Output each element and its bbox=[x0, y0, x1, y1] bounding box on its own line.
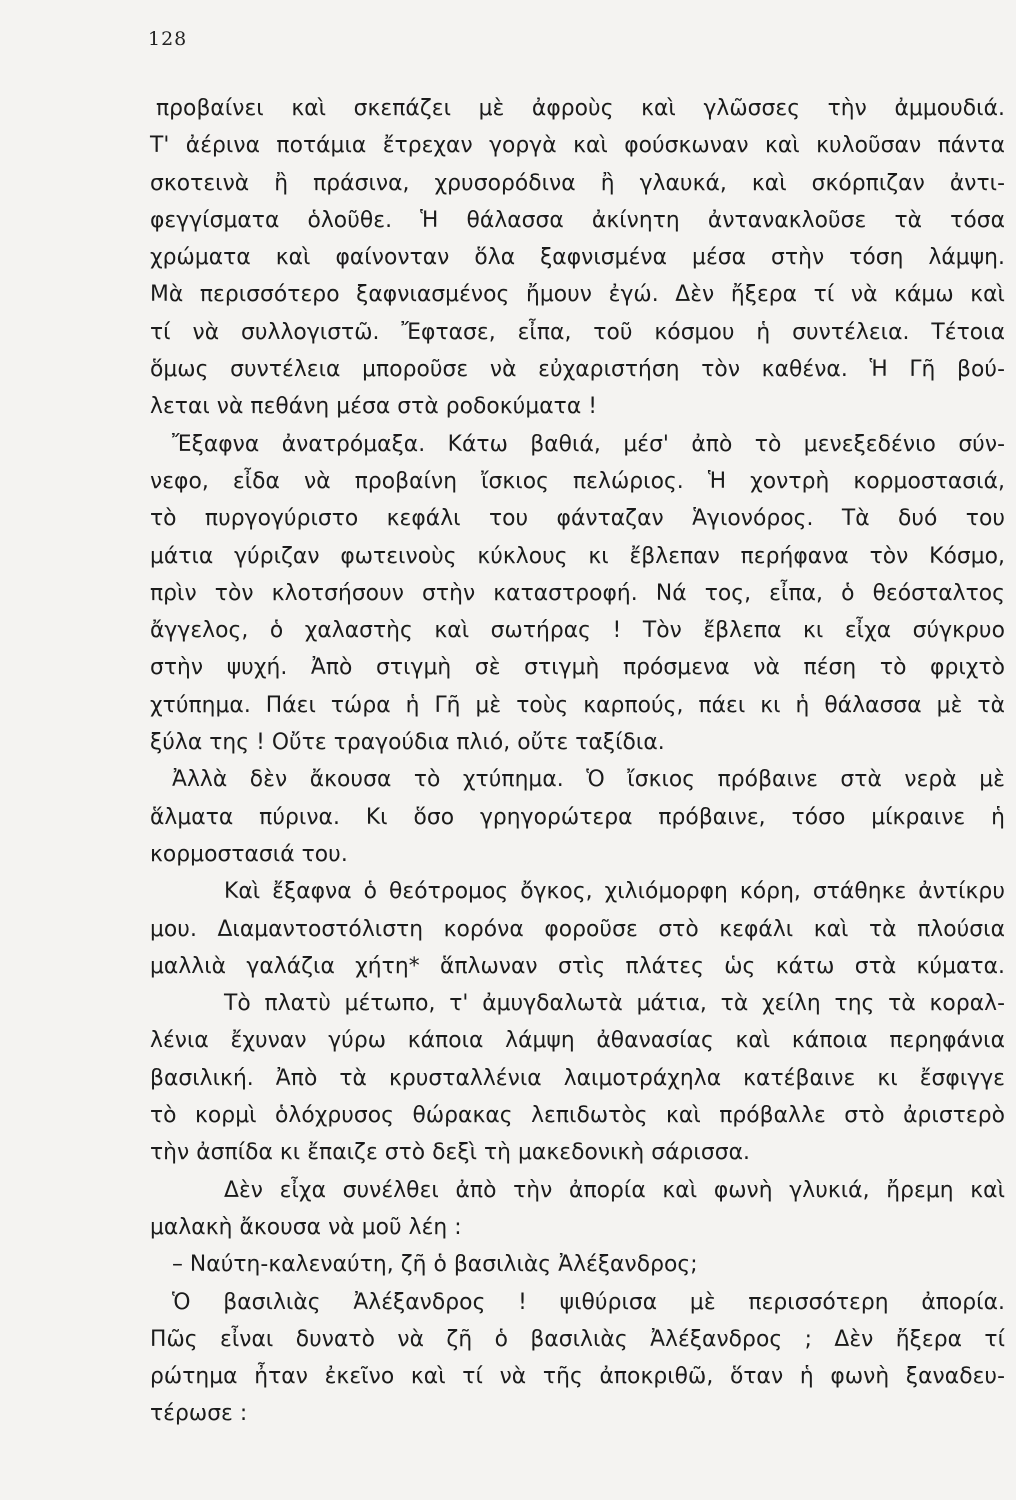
text-line: λένια ἔχυναν γύρω κάποια λάμψη ἀθανασίας καὶ κάποια περηφάνια bbox=[150, 1028, 1005, 1054]
text-line: χρώματα καὶ φαίνονταν ὅλα ξαφνισμένα μέσα στὴν τόση λάμψη. bbox=[150, 245, 1005, 271]
text-line: μαλακὴ ἄκουσα νὰ μοῦ λέη : bbox=[150, 1214, 462, 1240]
text-line: ρώτημα ἦταν ἐκεῖνο καὶ τί νὰ τῆς ἀποκριθῶ, ὅταν ἡ φωνὴ ξαναδευ- bbox=[150, 1364, 1005, 1390]
text-line: Τ' ἀέρινα ποτάμια ἔτρεχαν γοργὰ καὶ φούσκωναν καὶ κυλοῦσαν πάντα bbox=[150, 133, 1005, 159]
text-line: πρὶν τὸν κλοτσήσουν στὴν καταστροφή. Νά τος, εἶπα, ὁ θεόσταλτος bbox=[150, 580, 1005, 606]
text-line: Καὶ ἔξαφνα ὁ θεότρομος ὄγκος, χιλιόμορφη κόρη, στάθηκε ἀντίκρυ bbox=[224, 879, 1005, 905]
text-line: ξύλα της ! Οὔτε τραγούδια πλιό, οὔτε ταξίδια. bbox=[150, 730, 665, 756]
text-line: τὸ πυργογύριστο κεφάλι του φάνταζαν Ἁγιονόρος. Τὰ δυό του bbox=[150, 506, 1005, 532]
text-line: τί νὰ συλλογιστῶ. Ἔφτασε, εἶπα, τοῦ κόσμου ἡ συντέλεια. Τέτοια bbox=[150, 319, 1005, 345]
text-line: χτύπημα. Πάει τώρα ἡ Γῆ μὲ τοὺς καρπούς, πάει κι ἡ θάλασσα μὲ τὰ bbox=[150, 692, 1005, 718]
text-line: μου. Διαμαντοστόλιστη κορόνα φοροῦσε στὸ κεφάλι καὶ τὰ πλούσια bbox=[150, 916, 1005, 942]
text-line: Ὁ βασιλιὰς Ἀλέξανδρος ! ψιθύρισα μὲ περισσότερη ἀπορία. bbox=[172, 1289, 1005, 1315]
text-line: ὅμως συντέλεια μποροῦσε νὰ εὐχαριστήση τὸν καθένα. Ἡ Γῆ βού- bbox=[150, 357, 1005, 383]
text-line: ἄγγελος, ὁ χαλαστὴς καὶ σωτήρας ! Τὸν ἔβλεπα κι εἶχα σύγκρυο bbox=[150, 618, 1005, 644]
text-line: μαλλιὰ γαλάζια χήτη* ἅπλωναν στὶς πλάτες ὡς κάτω στὰ κύματα. bbox=[150, 953, 1005, 979]
text-line: νεφο, εἶδα νὰ προβαίνη ἴσκιος πελώριος. Ἡ χοντρὴ κορμοστασιά, bbox=[150, 468, 1005, 494]
text-line: Μὰ περισσότερο ξαφνιασμένος ἤμουν ἐγώ. Δὲν ἤξερα τί νὰ κάμω καὶ bbox=[150, 282, 1005, 308]
text-line: ἅλματα πύρινα. Κι ὅσο γρηγορώτερα πρόβαινε, τόσο μίκραινε ἡ bbox=[150, 804, 1005, 830]
text-line: Ἔξαφνα ἀνατρόμαξα. Κάτω βαθιά, μέσ' ἀπὸ τὸ μενεξεδένιο σύν- bbox=[172, 431, 1005, 457]
text-line: Ἀλλὰ δὲν ἄκουσα τὸ χτύπημα. Ὁ ἴσκιος πρόβαινε στὰ νερὰ μὲ bbox=[172, 767, 1005, 793]
text-line: – Ναύτη-καλεναύτη, ζῆ ὁ βασιλιὰς Ἀλέξανδρος; bbox=[172, 1252, 698, 1278]
text-line: κορμοστασιά του. bbox=[150, 841, 348, 867]
text-line: προβαίνει καὶ σκεπάζει μὲ ἀφροὺς καὶ γλῶσσες τὴν ἀμμουδιά. bbox=[156, 96, 1005, 121]
text-line: Δὲν εἶχα συνέλθει ἀπὸ τὴν ἀπορία καὶ φωνὴ γλυκιά, ἤρεμη καὶ bbox=[224, 1177, 1005, 1203]
text-line: μάτια γύριζαν φωτεινοὺς κύκλους κι ἔβλεπαν περήφανα τὸν Κόσμο, bbox=[150, 543, 1005, 569]
text-line: Τὸ πλατὺ μέτωπο, τ' ἀμυγδαλωτὰ μάτια, τὰ χείλη της τὰ κοραλ- bbox=[224, 991, 1005, 1017]
text-line: φεγγίσματα ὁλοῦθε. Ἡ θάλασσα ἀκίνητη ἀντανακλοῦσε τὰ τόσα bbox=[150, 207, 1005, 233]
text-line: στὴν ψυχή. Ἀπὸ στιγμὴ σὲ στιγμὴ πρόσμενα νὰ πέση τὸ φριχτὸ bbox=[150, 655, 1005, 681]
page-number: 128 bbox=[148, 28, 188, 50]
body-text bbox=[150, 90, 1005, 1433]
text-line: τὸ κορμὶ ὁλόχρυσος θώρακας λεπιδωτὸς καὶ πρόβαλλε στὸ ἀριστερὸ bbox=[150, 1103, 1005, 1129]
text-line: λεται νὰ πεθάνη μέσα στὰ ροδοκύματα ! bbox=[150, 394, 598, 420]
text-line: Πῶς εἶναι δυνατὸ νὰ ζῆ ὁ βασιλιὰς Ἀλέξανδρος ; Δὲν ἤξερα τί bbox=[150, 1326, 1005, 1352]
text-line: σκοτεινὰ ἢ πράσινα, χρυσορόδινα ἢ γλαυκά, καὶ σκόρπιζαν ἀντι- bbox=[150, 170, 1005, 196]
text-line: τέρωσε : bbox=[150, 1401, 248, 1427]
text-line: τὴν ἀσπίδα κι ἔπαιζε στὸ δεξὶ τὴ μακεδονικὴ σάρισσα. bbox=[150, 1140, 750, 1166]
text-line: βασιλική. Ἀπὸ τὰ κρυσταλλένια λαιμοτράχηλα κατέβαινε κι ἔσφιγγε bbox=[150, 1065, 1005, 1091]
